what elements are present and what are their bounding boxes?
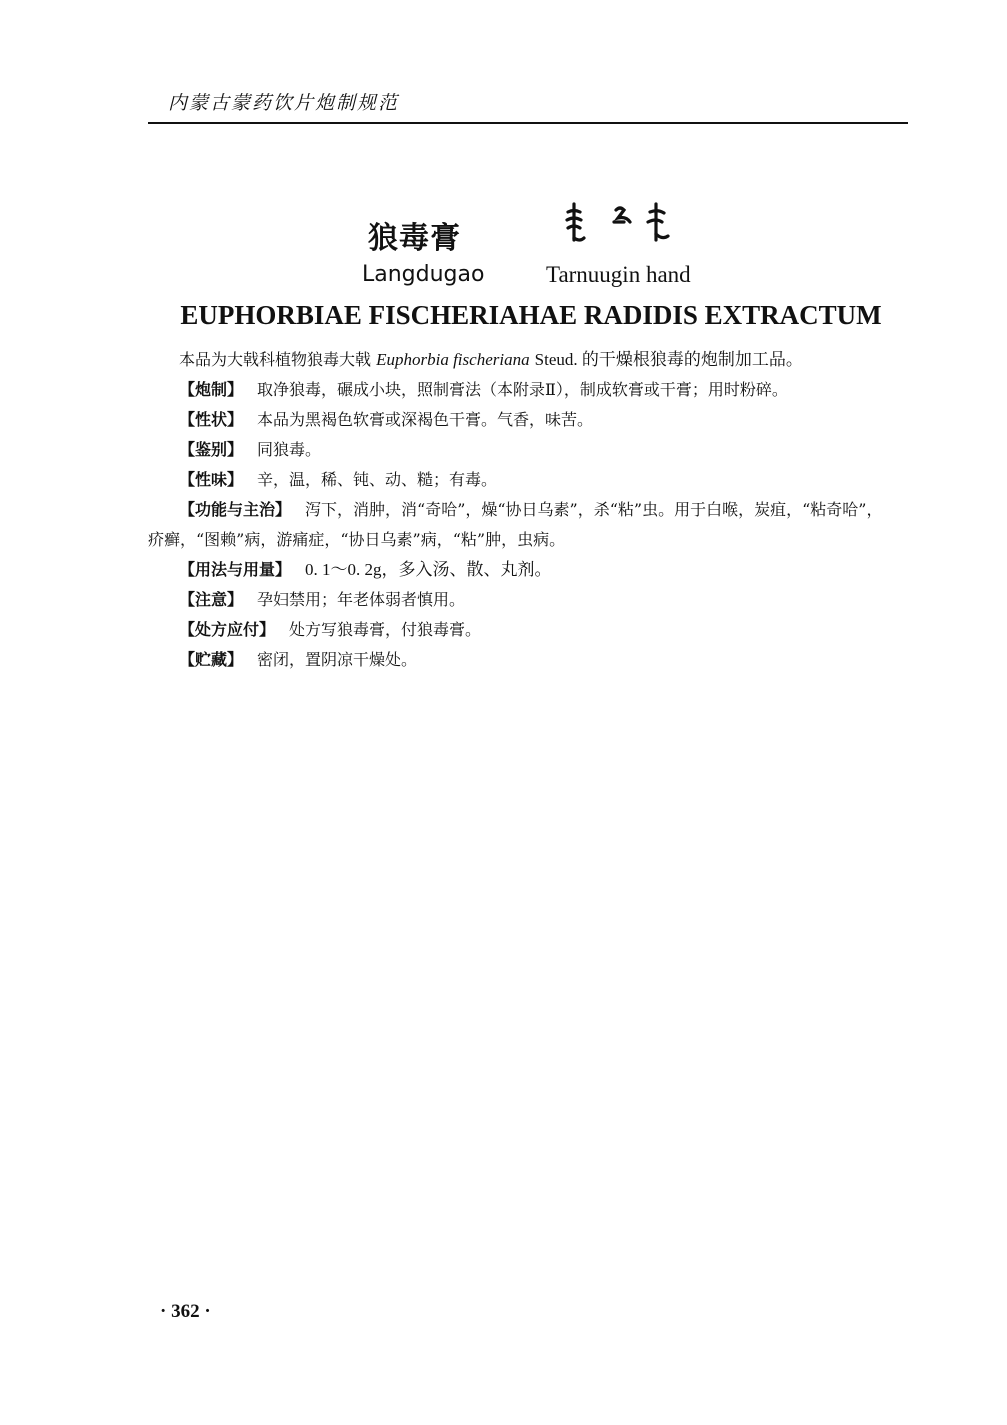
section-text: 同狼毒。 [257,440,322,459]
section-text: 取净狼毒，碾成小块，照制膏法（本附录Ⅱ），制成软膏或干膏；用时粉碎。 [257,380,788,399]
intro-paragraph: 本品为大戟科植物狼毒大戟 Euphorbia fischeriana Steud. 的干燥根狼毒的炮制加工品。 [179,350,803,369]
entry-mongolian-latin: Tarnuugin hand [546,262,691,287]
section-nature [148,465,908,495]
section-functions [148,495,908,525]
section-text: 孕妇禁用；年老体弱者慎用。 [257,590,466,609]
section-dosage [148,555,908,585]
section-text: 泻下，消肿，消“奇哈”，燥“协日乌素”，杀“粘”虫。用于白喉，炭疽，“粘奇哈”， [305,500,883,519]
section-label: 【处方应付】 [179,620,276,639]
section-properties [148,405,908,435]
section-storage [148,645,908,675]
section-text: 本品为黑褐色软膏或深褐色干膏。气香，味苦。 [257,410,594,429]
section-label: 【注意】 [179,590,244,609]
section-prescription [148,615,908,645]
section-text: 处方写狼毒膏，付狼毒膏。 [289,620,482,639]
section-label: 【炮制】 [179,380,244,399]
section-label: 【性味】 [179,470,244,489]
entry-body [148,345,908,675]
section-identification [148,435,908,465]
species-name: Euphorbia fischeriana [376,350,530,369]
section-processing [148,375,908,405]
mongolian-script-title [560,200,670,246]
section-functions-continued [148,525,908,555]
section-label: 【用法与用量】 [179,560,292,579]
section-label: 【性状】 [179,410,244,429]
entry-pinyin: Langdugao [362,262,485,287]
section-label: 【贮藏】 [179,650,244,669]
section-text: 0. 1～0. 2g，多入汤、散、丸剂。 [305,560,552,579]
section-text: 密闭，置阴凉干燥处。 [257,650,418,669]
section-label: 【功能与主治】 [179,500,292,519]
entry-title-chinese: 狼毒膏 [368,221,461,256]
section-label: 【鉴别】 [179,440,244,459]
section-caution [148,585,908,615]
header-rule [148,122,908,124]
running-title: 内蒙古蒙药饮片炮制规范 [168,92,400,114]
entry-latin-name: EUPHORBIAE FISCHERIAHAE RADIDIS EXTRACTUM [180,300,882,330]
page-number: · 362 · [160,1301,211,1322]
section-text: 辛，温，稀、钝、动、糙；有毒。 [257,470,498,489]
section-text: 疥癣，“图赖”病，游痛症，“协日乌素”病，“粘”肿，虫病。 [148,530,566,549]
